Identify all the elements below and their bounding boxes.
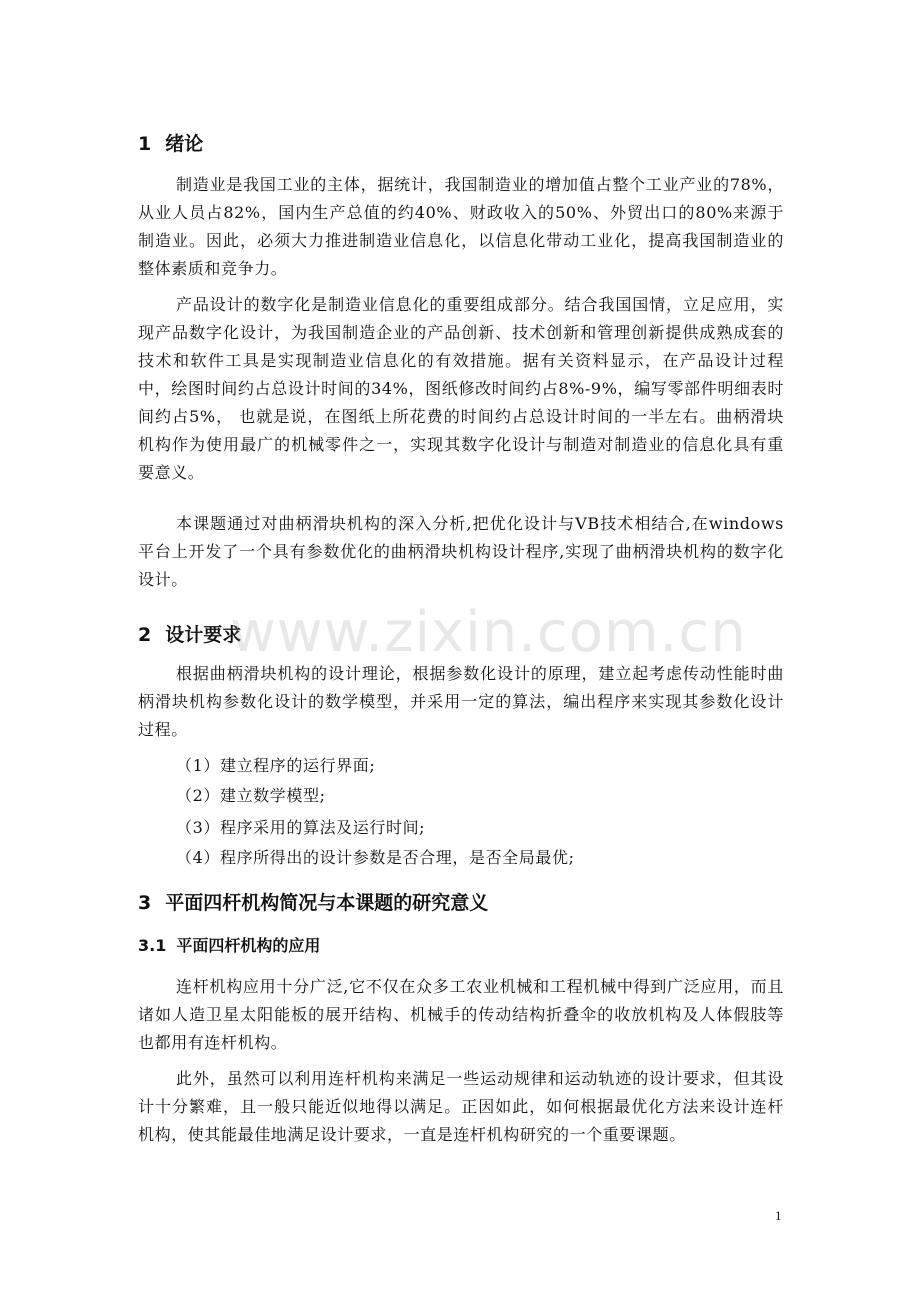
paragraph-applications-1: 连杆机构应用十分广泛,它不仅在众多工农业机械和工程机械中得到广泛应用，而且诸如人造卫星太阳能板的展开结构、机械手的传动结构折叠伞的收放机构及人体假肢等也都用有连杆机构。 bbox=[138, 977, 784, 1052]
section-heading-2 bbox=[138, 620, 241, 647]
section-title: 设计要求 bbox=[165, 624, 242, 646]
section-title: 平面四杆机构简况与本课题的研究意义 bbox=[165, 892, 489, 914]
requirement-item: （4）程序所得出的设计参数是否合理，是否全局最优; bbox=[176, 848, 575, 867]
paragraph-applications-2: 此外，虽然可以利用连杆机构来满足一些运动规律和运动轨迹的设计要求，但其设计十分繁难，且一般只能近似地得以满足。正因如此，如何根据最优化方法来设计连杆机构，使其能最佳地满足设计要求，一直是连杆机构研究的一个重要课题。 bbox=[138, 1069, 784, 1144]
subsection-heading-3-1 bbox=[138, 933, 320, 956]
watermark: www.zixin.com.cn bbox=[230, 600, 747, 665]
page-number: 1 bbox=[775, 1208, 782, 1223]
section-heading-3 bbox=[138, 888, 488, 915]
subsection-title: 平面四杆机构的应用 bbox=[176, 936, 321, 955]
paragraph-requirements: 根据曲柄滑块机构的设计理论，根据参数化设计的原理，建立起考虑传动性能时曲柄滑块机构参数化设计的数学模型，并采用一定的算法，编出程序来实现其参数化设计过程。 bbox=[138, 664, 784, 739]
requirement-item: （3）程序采用的算法及运行时间; bbox=[176, 818, 426, 837]
requirement-item: （2）建立数学模型; bbox=[176, 786, 326, 805]
section-number: 1 bbox=[138, 133, 152, 155]
paragraph-intro-2: 产品设计的数字化是制造业信息化的重要组成部分。结合我国国情，立足应用，实现产品数字化设计，为我国制造企业的产品创新、技术创新和管理创新提供成熟成套的技术和软件工具是实现制造业信息化的有效措施。据有关资料显示，在产品设计过程中，绘图时间约占总设计时间的34%，图纸修改时间约占8%-9%，编写零部件明细表时间约占5%， 也就是说，在图纸上所花费的时间约占总设计时间的一半左右。曲柄滑块机构作为使用最广的机械零件之一，实现其数字化设计与制造对制造业的信息化具有重要意义。 bbox=[138, 295, 784, 482]
section-title: 绪论 bbox=[165, 133, 204, 155]
paragraph-intro-1: 制造业是我国工业的主体，据统计，我国制造业的增加值占整个工业产业的78%，从业人员占82%，国内生产总值的约40%、财政收入的50%、外贸出口的80%来源于制造业。因此，必须大力推进制造业信息化，以信息化带动工业化，提高我国制造业的整体素质和竞争力。 bbox=[138, 175, 784, 278]
section-number: 3 bbox=[138, 892, 152, 914]
section-number: 2 bbox=[138, 624, 152, 646]
paragraph-intro-3: 本课题通过对曲柄滑块机构的深入分析,把优化设计与VB技术相结合,在windows平台上开发了一个具有参数优化的曲柄滑块机构设计程序,实现了曲柄滑块机构的数字化设计。 bbox=[138, 514, 784, 589]
subsection-number: 3.1 bbox=[138, 936, 167, 955]
requirement-item: （1）建立程序的运行界面; bbox=[176, 756, 376, 775]
section-heading-1 bbox=[138, 129, 203, 156]
